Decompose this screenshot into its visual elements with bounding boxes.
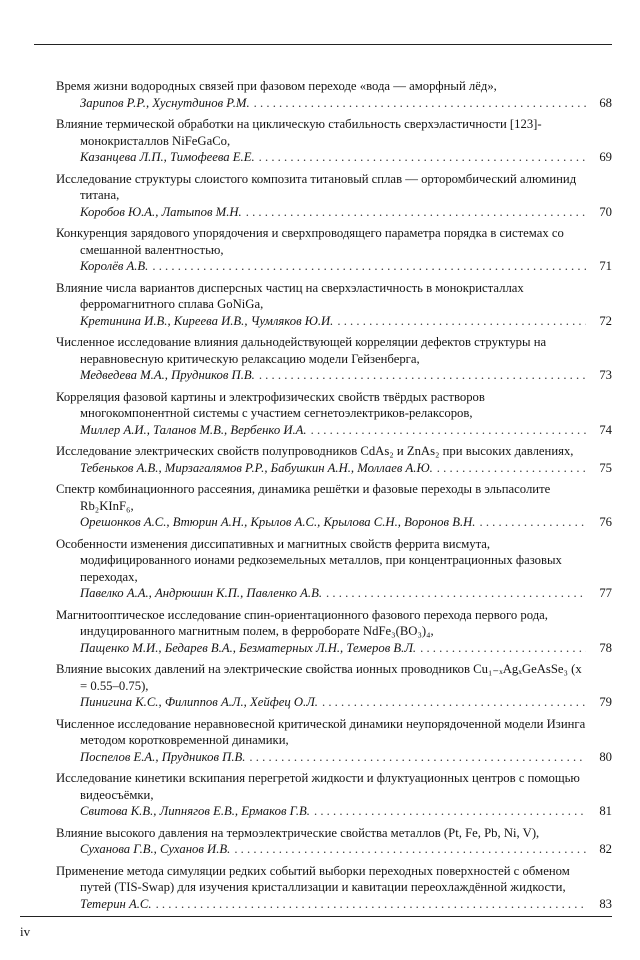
toc-entry (56, 116, 612, 166)
entry-title: Магнитооптическое исследование спин-ориентационного фазового перехода первого рода, индуцированного магнитным полем, в ферроборате NdFe₃(BO₃)₄, (56, 607, 548, 638)
entry-author-line (56, 367, 612, 384)
entry-page-number: 82 (599, 842, 612, 856)
entry-authors: Суханова Г.В., Суханов И.В. (80, 842, 231, 856)
entry-author-line (56, 694, 612, 711)
entry-page-number: 71 (599, 259, 612, 273)
toc-entry (56, 536, 612, 602)
entry-authors: Королёв А.В. (80, 259, 149, 273)
entry-page-number: 76 (599, 515, 612, 529)
dot-leader (326, 585, 586, 602)
toc-entry (56, 661, 612, 711)
dot-leader (437, 460, 586, 477)
entry-title: Влияние числа вариантов дисперсных частиц на сверхэластичность в монокристаллах ферромагнитного сплава GoNiGa, (56, 280, 524, 311)
dot-leader (254, 95, 586, 112)
entry-page-number: 70 (599, 204, 612, 219)
entry-authors: Коробов Ю.А., Латыпов М.Н. (80, 204, 242, 219)
entry-authors: Пащенко М.И., Бедарев В.А., Безматерных Л.Н., Темеров В.Л. (80, 640, 417, 655)
entry-title: Исследование электрических свойств полупроводников CdAs₂ и ZnAs₂ при высоких давлениях, (56, 444, 574, 458)
dot-leader (420, 640, 586, 657)
toc-entry (56, 171, 612, 221)
toc-entry (56, 78, 612, 111)
toc-entry (56, 443, 612, 476)
entry-page-number: 83 (599, 896, 612, 911)
entry-authors: Тетерин А.С. (80, 896, 152, 911)
entry-page-number: 73 (599, 368, 612, 382)
entry-title: Спектр комбинационного рассеяния, динамика решётки и фазовые переходы в эльпасолите Rb₂KInF₆, (56, 482, 551, 513)
dot-leader (249, 749, 586, 766)
dot-leader (259, 149, 586, 166)
entry-author-line (56, 585, 612, 602)
entry-author-line (56, 204, 612, 221)
entry-author-line (56, 258, 612, 275)
dot-leader (259, 367, 586, 384)
entry-authors: Тебеньков А.В., Мирзагалямов Р.Р., Бабушкин А.Н., Моллаев А.Ю. (80, 460, 433, 475)
table-of-contents (56, 78, 612, 917)
dot-leader (337, 313, 586, 330)
entry-title: Численное исследование влияния дальнодействующей корреляции дефектов структуры на неравновесную критическую релаксацию модели Гейзенберга, (56, 335, 547, 366)
entry-title: Время жизни водородных связей при фазовом переходе «вода — аморфный лёд», (56, 79, 497, 93)
dot-leader (156, 896, 586, 913)
entry-authors: Павелко А.А., Андрюшин К.П., Павленко А.В. (80, 586, 323, 600)
entry-title: Корреляция фазовой картины и электрофизических свойств твёрдых растворов многокомпонентной системы с участием сегнетоэлектриков-релаксоров, (56, 389, 485, 420)
entry-authors: Миллер А.И., Таланов М.В., Вербенко И.А. (80, 422, 307, 437)
dot-leader (479, 514, 586, 531)
entry-author-line (56, 803, 612, 820)
entry-author-line (56, 95, 612, 112)
entry-title: Исследование кинетики вскипания перегретой жидкости и флуктуационных центров с помощью видеосъёмки, (56, 771, 580, 802)
entry-author-line (56, 896, 612, 913)
entry-title: Влияние высоких давлений на электрические свойства ионных проводников Cu₁₋ₓAgₓGeAsSe₃ (x = 0.55–0.75), (56, 662, 582, 693)
dot-leader (246, 204, 586, 221)
entry-page-number: 79 (599, 695, 612, 709)
entry-page-number: 80 (599, 749, 612, 764)
entry-page-number: 78 (599, 640, 612, 655)
entry-author-line (56, 749, 612, 766)
entry-page-number: 75 (599, 460, 612, 475)
entry-author-line (56, 460, 612, 477)
toc-entry (56, 770, 612, 820)
entry-title: Конкуренция зарядового упорядочения и сверхпроводящего параметра порядка в системах со смешанной валентностью, (56, 226, 564, 257)
toc-entry (56, 225, 612, 275)
entry-author-line (56, 640, 612, 657)
dot-leader (234, 841, 586, 858)
entry-page-number: 81 (599, 804, 612, 818)
entry-title: Влияние термической обработки на циклическую стабильность сверхэластичности [123]-монокристаллов NiFeGaCo, (56, 117, 542, 148)
entry-author-line (56, 514, 612, 531)
entry-author-line (56, 149, 612, 166)
toc-entry (56, 334, 612, 384)
entry-authors: Кретинина И.В., Киреева И.В., Чумляков Ю.И. (80, 313, 334, 328)
entry-author-line (56, 313, 612, 330)
toc-entry (56, 863, 612, 913)
dot-leader (314, 803, 586, 820)
dot-leader (322, 694, 586, 711)
entry-title: Применение метода симуляции редких событий выборки переходных поверхностей с обменом путей (TIS-Swap) для изучения кристаллизации и кавитации переохлаждённой жидкости, (56, 863, 570, 894)
toc-entry (56, 825, 612, 858)
entry-page-number: 74 (599, 422, 612, 437)
entry-authors: Свитова К.В., Липнягов Е.В., Ермаков Г.В. (80, 804, 310, 818)
entry-authors: Орешонков А.С., Втюрин А.Н., Крылов А.С., Крылова С.Н., Воронов В.Н. (80, 515, 476, 529)
entry-authors: Поспелов Е.А., Прудников П.В. (80, 749, 246, 764)
page-number: iv (20, 924, 31, 939)
entry-page-number: 77 (599, 586, 612, 600)
entry-author-line (56, 841, 612, 858)
entry-title: Влияние высокого давления на термоэлектрические свойства металлов (Pt, Fe, Pb, Ni, V), (56, 825, 540, 840)
toc-entry (56, 481, 612, 531)
entry-authors: Медведева М.А., Прудников П.В. (80, 368, 255, 382)
entry-page-number: 68 (599, 95, 612, 110)
toc-entry (56, 280, 612, 330)
toc-entry (56, 716, 612, 766)
bottom-rule (20, 916, 612, 917)
dot-leader (311, 422, 586, 439)
entry-authors: Пинигина К.С., Филиппов А.Л., Хейфец О.Л. (80, 695, 318, 709)
entry-page-number: 69 (599, 150, 612, 164)
top-rule (34, 44, 612, 45)
entry-page-number: 72 (599, 313, 612, 328)
entry-authors: Зарипов Р.Р., Хуснутдинов Р.М. (80, 95, 250, 110)
toc-entry (56, 389, 612, 439)
dot-leader (152, 258, 586, 275)
entry-title: Особенности изменения диссипативных и магнитных свойств феррита висмута, модифицированного ионами редкоземельных металлов, при концентрационных фазовых переходах, (56, 536, 562, 584)
entry-authors: Казанцева Л.П., Тимофеева Е.Е. (80, 150, 255, 164)
entry-author-line (56, 422, 612, 439)
toc-entry (56, 607, 612, 657)
entry-title: Численное исследование неравновесной критической динамики неупорядоченной модели Изинга методом коротковременной динамики, (56, 716, 586, 747)
entry-title: Исследование структуры слоистого композита титановый сплав — орторомбический алюминид титана, (56, 171, 577, 202)
